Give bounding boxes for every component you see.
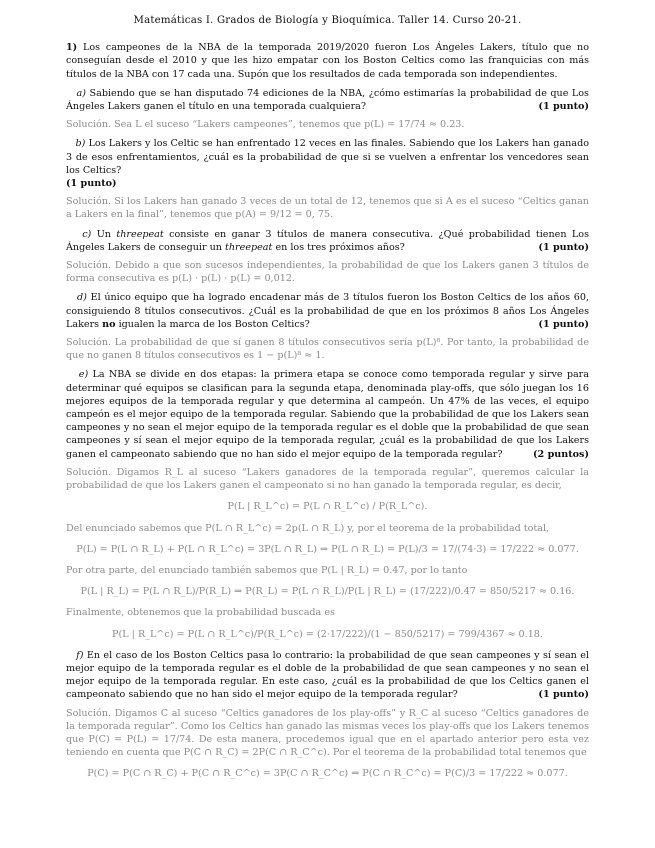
question-a-points: (1 punto) [538,101,589,113]
question-c-text-3: en los tres próximos años? [272,241,405,253]
solution-c: Solución. Debido a que son sucesos independientes, la probabilidad de que los Lakers ganen 3 títulos de forma consecutiva es p(L) · p(L) · p(L) = 0,012. [66,260,589,285]
question-e-points: (2 puntos) [533,448,589,460]
question-b [66,137,589,190]
question-d-text-2: igualen la marca de los Boston Celtics? [115,318,310,330]
equation-e-2: P(L) = P(L ∩ R_L) + P(L ∩ R_L^c) = 3P(L ∩ R_L) ⇒ P(L ∩ R_L) = P(L)/3 = 17/(74·3) = 17/222 ≈ 0.077. [76,543,579,555]
page-header: Matemáticas I. Grados de Biología y Bioquímica. Taller 14. Curso 20-21. [133,15,522,26]
question-c-term-2: threepeat [225,241,273,253]
solution-e-intro: Solución. Digamos R_L al suceso “Lakers ganadores de la temporada regular”, queremos calcular la probabilidad de que los Lakers ganen el campeonato si no han ganado la temporada regular, es decir, [66,466,589,492]
solution-e-step-4: Finalmente, obtenemos que la probabilidad buscada es [66,607,335,619]
solution-a: Solución. Sea L el suceso “Lakers campeones”, tenemos que p(L) = 17/74 ≈ 0.23. [66,119,465,131]
solution-d: Solución. La probabilidad de que sí ganen 8 títulos consecutivos sería p(L)⁸. Por tanto, la probabilidad de que no ganen 8 títulos consecutivos es 1 − p(L)⁸ ≈ 1. [66,337,589,362]
question-c-label: c) [82,228,92,240]
question-c-text-1: Un [96,228,117,240]
question-f-text: En el caso de los Boston Celtics pasa lo contrario: la probabilidad de que sean campeones y sí sean el mejor equipo de la temporada regular es el doble de la probabilidad de que sean campeones y no sean el mejor equipo de la temporada regular. En este caso, ¿cuál es la probabilidad de que los Celtics ganen el campeonato sabiendo que no han sido el mejor equipo de la temporada regular? [66,649,589,701]
equation-e-3: P(L | R_L) = P(L ∩ R_L)/P(R_L) ⇒ P(R_L) = P(L ∩ R_L)/P(L | R_L) = (17/222)/0.47 = 850/5217 ≈ 0.16. [80,586,575,598]
equation-e-4: P(L | R_L^c) = P(L ∩ R_L^c)/P(R_L^c) = (2·17/222)/(1 − 850/5217) = 799/4367 ≈ 0.18. [112,628,543,640]
question-b-text: Los Lakers y los Celtic se han enfrentado 12 veces en las finales. Sabiendo que los Lakers han ganado 3 de esos enfrentamientos, ¿cuál es la probabilidad de que si se vuelven a enfrentar los vencedores sean los Celtics? [66,138,589,176]
intro-text: Los campeones de la NBA de la temporada 2019/2020 fueron Los Ángeles Lakers, título que no conseguían desde el 2010 y que les hizo empatar con los Boston Celtics como las franquicias con más títulos de la NBA con 17 cada una. Supón que los resultados de cada temporada son independientes. [66,42,589,80]
question-f-points: (1 punto) [538,689,589,701]
equation-e-1: P(L | R_L^c) = P(L ∩ R_L^c) / P(R_L^c). [227,501,428,513]
question-d-text-1: El único equipo que ha logrado encadenar más de 3 títulos fueron los Boston Celtics de los años 60, consiguiendo 8 títulos consecutivos. ¿Cuál es la probabilidad de que en los próximos 8 años Los Ángeles Lakers [66,292,589,330]
question-c [66,228,589,254]
question-b-points: (1 punto) [66,178,117,190]
question-e [66,368,589,460]
question-a-label: a) [76,87,87,99]
solution-e-step-2: Del enunciado sabemos que P(L ∩ R_L^c) = 2p(L ∩ R_L) y, por el teorema de la probabilidad total, [66,522,550,534]
question-d-points: (1 punto) [538,318,589,330]
solution-b: Solución. Si los Lakers han ganado 3 veces de un total de 12, tenemos que si A es el suceso “Celtics ganan a Lakers en la final”, tenemos que p(A) = 9/12 = 0, 75. [66,196,589,221]
question-d-label: d) [77,292,87,304]
intro-paragraph [66,41,589,81]
question-c-term-1: threepeat [116,228,164,240]
question-f-label: f) [76,649,84,661]
solution-e-step-3: Por otra parte, del enunciado también sabemos que P(L | R_L) = 0.47, por lo tanto [66,564,468,576]
question-b-label: b) [75,138,86,150]
question-d [66,291,589,331]
question-c-text-2: consiste en ganar 3 títulos de manera consecutiva. ¿Qué probabilidad tienen Los Ángeles Lakers de conseguir un [66,228,589,253]
question-c-points: (1 punto) [538,241,589,253]
question-e-text: La NBA se divide en dos etapas: la primera etapa se conoce como temporada regular y sirve para determinar qué equipos se clasifican para la segunda etapa, denominada play-offs, que sólo juegan los 16 mejores equipos de la temporada regular y que determina al campeón. Un 47% de las veces, el equipo campeón es el mejor equipo de la temporada regular. Sabiendo que la probabilidad de que los Lakers sean campeones y no sean el mejor equipo de la temporada regular es el doble que la probabilidad de que sean campeones y sí sean el mejor equipo de la temporada regular, ¿cuál es la probabilidad de que los Lakers ganen el campeonato sabiendo que no han sido el mejor equipo de la temporada regular? [66,369,589,460]
problem-number: 1) [66,42,78,54]
question-e-label: e) [78,369,89,381]
solution-f: Solución. Digamos C al suceso “Celtics ganadores de los play-offs” y R_C al suceso “Celtics ganadores de la temporada regular”. Como los Celtics han ganado las mismas veces los play-offs que los Lakers tenemos que P(C) = P(L) = 17/74. De esta manera, procedemos igual que en el apartado anterior pero esta vez teniendo en cuenta que P(C ∩ R_C) = 2P(C ∩ R_C^c). Por el teorema de la probabilidad total tenemos que [66,707,589,759]
equation-f: P(C) = P(C ∩ R_C) + P(C ∩ R_C^c) = 3P(C ∩ R_C^c) ⇒ P(C ∩ R_C^c) = P(C)/3 = 17/222 ≈ 0.077. [87,768,568,780]
question-a [66,87,589,113]
question-d-emphasis: no [102,318,116,330]
question-f [66,649,589,702]
question-a-text: Sabiendo que se han disputado 74 ediciones de la NBA, ¿cómo estimarías la probabilidad de que Los Ángeles Lakers ganen el título en una temporada cualquiera? [66,87,589,113]
